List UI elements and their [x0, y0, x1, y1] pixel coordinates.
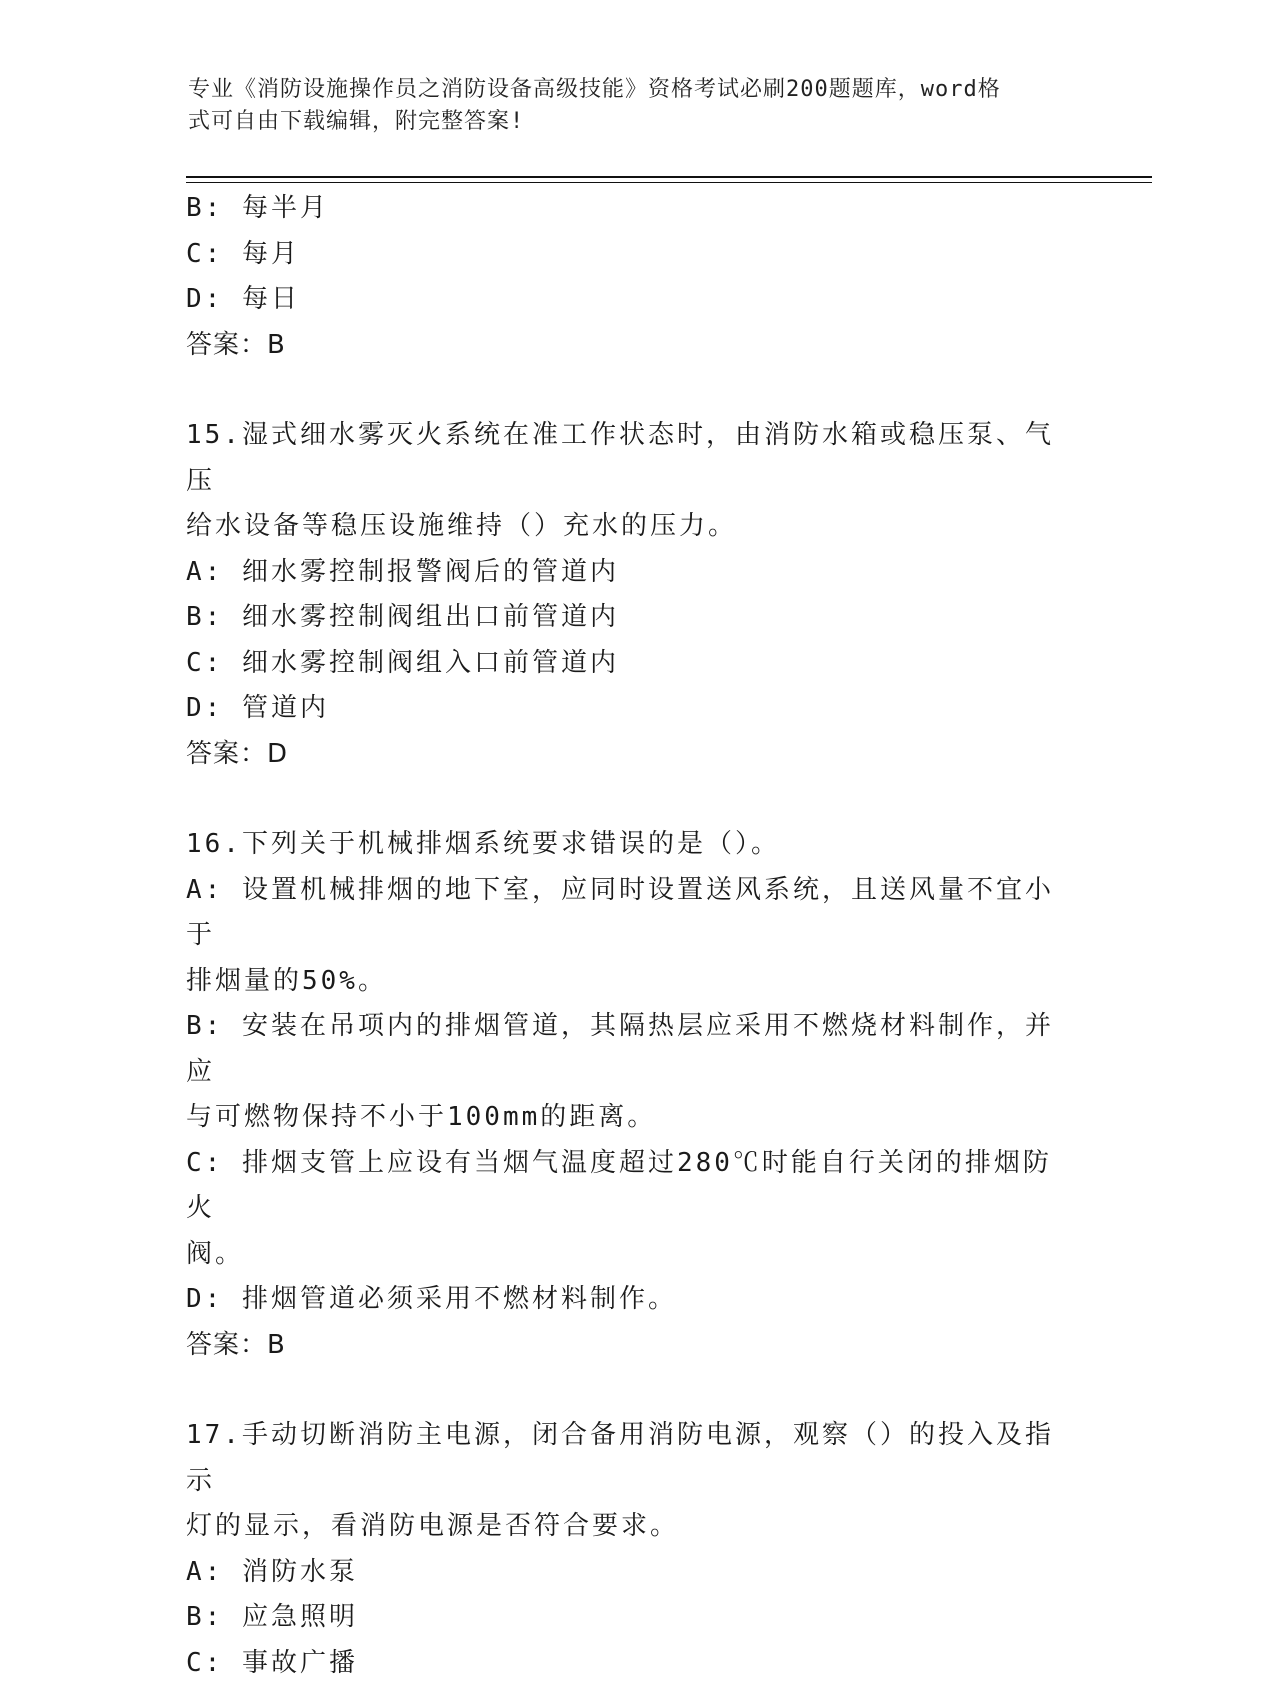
question-14-continued	[186, 186, 1066, 368]
question-stem: 16.下列关于机械排烟系统要求错误的是（）。	[186, 822, 1066, 868]
question-stem: 15.湿式细水雾灭火系统在准工作状态时，由消防水箱或稳压泵、气压	[186, 413, 1066, 504]
option-c: C: 每月	[186, 232, 1066, 278]
option-b: B: 每半月	[186, 186, 1066, 232]
option-b: B: 细水雾控制阀组出口前管道内	[186, 595, 1066, 641]
spacer	[186, 777, 1066, 822]
option-a: A: 设置机械排烟的地下室，应同时设置送风系统，且送风量不宜小于	[186, 868, 1066, 959]
spacer	[186, 368, 1066, 413]
header-line-2: 式可自由下载编辑，附完整答案!	[188, 106, 1068, 138]
question-17	[186, 1413, 1066, 1686]
option-b: B: 安装在吊项内的排烟管道，其隔热层应采用不燃烧材料制作，并应	[186, 1004, 1066, 1095]
option-a: A: 消防水泵	[186, 1550, 1066, 1596]
question-15	[186, 413, 1066, 777]
answer-line: 答案：D	[186, 732, 1066, 778]
question-list	[186, 186, 1066, 1686]
option-d: D: 管道内	[186, 686, 1066, 732]
option-c: C: 排烟支管上应设有当烟气温度超过280℃时能自行关闭的排烟防火	[186, 1141, 1066, 1232]
option-a: A: 细水雾控制报警阀后的管道内	[186, 550, 1066, 596]
question-stem: 17.手动切断消防主电源，闭合备用消防电源，观察（）的投入及指示	[186, 1413, 1066, 1504]
option-b-cont: 与可燃物保持不小于100mm的距离。	[186, 1095, 1066, 1141]
header-divider	[186, 176, 1152, 178]
document-header	[188, 74, 1068, 138]
answer-line: 答案：B	[186, 1323, 1066, 1369]
option-c-cont: 阀。	[186, 1232, 1066, 1278]
spacer	[186, 1368, 1066, 1413]
option-d: D: 排烟管道必须采用不燃材料制作。	[186, 1277, 1066, 1323]
header-line-1: 专业《消防设施操作员之消防设备高级技能》资格考试必刷200题题库，word格	[188, 74, 1068, 106]
option-d: D: 每日	[186, 277, 1066, 323]
header-divider-thin	[186, 182, 1152, 183]
question-stem: 给水设备等稳压设施维持（）充水的压力。	[186, 504, 1066, 550]
option-c: C: 细水雾控制阀组入口前管道内	[186, 641, 1066, 687]
answer-line: 答案：B	[186, 323, 1066, 369]
question-stem: 灯的显示，看消防电源是否符合要求。	[186, 1504, 1066, 1550]
question-16	[186, 822, 1066, 1368]
option-a-cont: 排烟量的50%。	[186, 959, 1066, 1005]
option-c: C: 事故广播	[186, 1641, 1066, 1686]
option-b: B: 应急照明	[186, 1595, 1066, 1641]
